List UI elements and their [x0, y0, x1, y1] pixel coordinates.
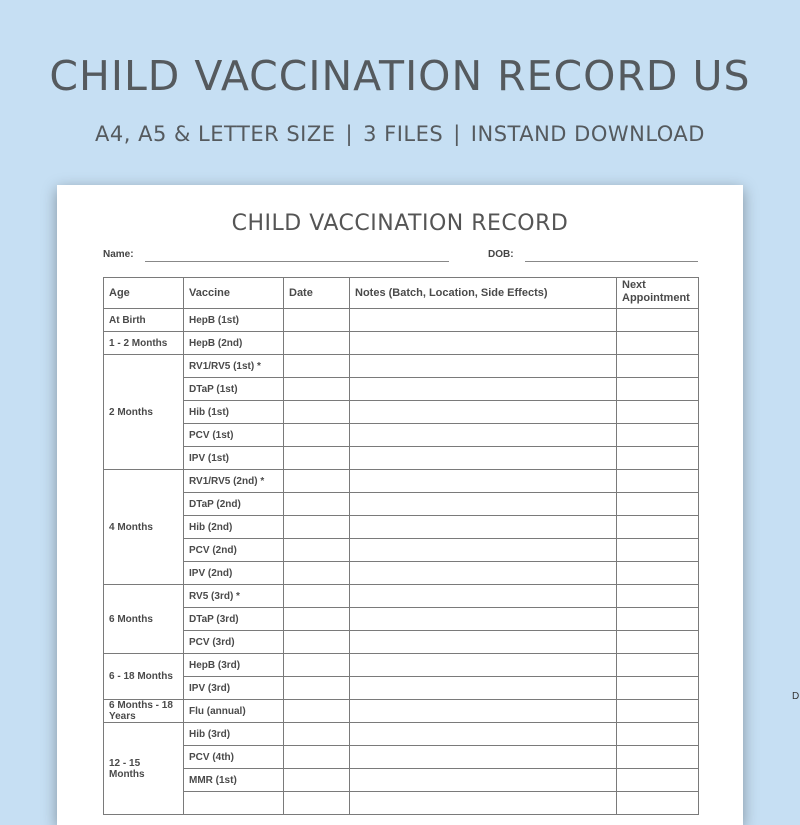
next-appointment-cell[interactable] — [617, 654, 699, 677]
vaccine-cell: PCV (1st) — [184, 424, 284, 447]
date-cell[interactable] — [284, 723, 350, 746]
age-cell: At Birth — [104, 309, 184, 332]
age-cell: 1 - 2 Months — [104, 332, 184, 355]
date-cell[interactable] — [284, 401, 350, 424]
table-row — [104, 562, 699, 585]
date-cell[interactable] — [284, 378, 350, 401]
date-cell[interactable] — [284, 309, 350, 332]
next-appointment-cell[interactable] — [617, 562, 699, 585]
date-cell[interactable] — [284, 631, 350, 654]
next-appointment-cell[interactable] — [617, 723, 699, 746]
notes-cell[interactable] — [350, 424, 617, 447]
next-appointment-cell[interactable] — [617, 677, 699, 700]
vaccine-cell: RV1/RV5 (1st) * — [184, 355, 284, 378]
date-cell[interactable] — [284, 332, 350, 355]
notes-cell[interactable] — [350, 792, 617, 815]
age-cell: 2 Months — [104, 355, 184, 470]
table-row — [104, 355, 699, 378]
notes-cell[interactable] — [350, 332, 617, 355]
age-cell: 12 - 15 Months — [104, 723, 184, 815]
dob-label: DOB: — [488, 249, 514, 260]
next-appointment-cell[interactable] — [617, 493, 699, 516]
vaccine-cell: IPV (2nd) — [184, 562, 284, 585]
vaccine-cell: HepB (2nd) — [184, 332, 284, 355]
name-label: Name: — [103, 249, 134, 260]
sheet-title: CHILD VACCINATION RECORD — [231, 211, 569, 236]
vaccine-cell: Hib (3rd) — [184, 723, 284, 746]
table-row — [104, 470, 699, 493]
notes-cell[interactable] — [350, 447, 617, 470]
table-row — [104, 447, 699, 470]
banner-subtitle — [0, 122, 800, 146]
date-cell[interactable] — [284, 355, 350, 378]
vaccine-cell: Flu (annual) — [184, 700, 284, 723]
notes-cell[interactable] — [350, 654, 617, 677]
vaccine-cell: HepB (3rd) — [184, 654, 284, 677]
age-cell: 6 - 18 Months — [104, 654, 184, 700]
next-appointment-cell[interactable] — [617, 332, 699, 355]
table-row — [104, 378, 699, 401]
vaccine-cell: MMR (1st) — [184, 769, 284, 792]
notes-cell[interactable] — [350, 608, 617, 631]
next-appointment-cell[interactable] — [617, 631, 699, 654]
notes-cell[interactable] — [350, 470, 617, 493]
next-appointment-cell[interactable] — [617, 769, 699, 792]
notes-cell[interactable] — [350, 677, 617, 700]
vaccine-cell: PCV (4th) — [184, 746, 284, 769]
notes-cell[interactable] — [350, 631, 617, 654]
next-appointment-cell[interactable] — [617, 401, 699, 424]
table-row — [104, 332, 699, 355]
stray-text: D — [792, 691, 800, 702]
age-cell: 6 Months — [104, 585, 184, 654]
vaccine-cell: PCV (2nd) — [184, 539, 284, 562]
table-body — [104, 309, 699, 815]
date-cell[interactable] — [284, 493, 350, 516]
table-row — [104, 654, 699, 677]
next-appointment-cell[interactable] — [617, 378, 699, 401]
date-cell[interactable] — [284, 792, 350, 815]
table-row — [104, 700, 699, 723]
vaccine-cell: DTaP (2nd) — [184, 493, 284, 516]
header-next-appointment: Next Appointment — [617, 278, 699, 309]
date-cell[interactable] — [284, 447, 350, 470]
table-header-row — [104, 278, 699, 309]
subtitle-separator: | — [345, 122, 354, 146]
subtitle-files: 3 FILES — [363, 122, 444, 146]
vaccine-cell: IPV (1st) — [184, 447, 284, 470]
date-cell[interactable] — [284, 677, 350, 700]
date-cell[interactable] — [284, 562, 350, 585]
vaccine-cell: HepB (1st) — [184, 309, 284, 332]
next-appointment-cell[interactable] — [617, 355, 699, 378]
notes-cell[interactable] — [350, 700, 617, 723]
date-cell[interactable] — [284, 769, 350, 792]
notes-cell[interactable] — [350, 562, 617, 585]
age-cell: 6 Months - 18 Years — [104, 700, 184, 723]
table-row — [104, 723, 699, 746]
next-appointment-cell[interactable] — [617, 746, 699, 769]
header-date: Date — [284, 278, 350, 309]
age-cell: 4 Months — [104, 470, 184, 585]
notes-cell[interactable] — [350, 401, 617, 424]
subtitle-separator: | — [453, 122, 461, 146]
banner-title: CHILD VACCINATION RECORD US — [49, 52, 751, 100]
header-vaccine: Vaccine — [184, 278, 284, 309]
vaccine-cell: Hib (2nd) — [184, 516, 284, 539]
table-row — [104, 516, 699, 539]
notes-cell[interactable] — [350, 723, 617, 746]
table-row — [104, 631, 699, 654]
vaccine-cell: PCV (3rd) — [184, 631, 284, 654]
table-row — [104, 608, 699, 631]
notes-cell[interactable] — [350, 516, 617, 539]
table-row — [104, 493, 699, 516]
subtitle-download: INSTAND DOWNLOAD — [470, 122, 705, 146]
vaccination-table — [103, 277, 699, 815]
table-row — [104, 792, 699, 815]
vaccine-cell: DTaP (3rd) — [184, 608, 284, 631]
date-cell[interactable] — [284, 746, 350, 769]
next-appointment-cell[interactable] — [617, 447, 699, 470]
vaccine-cell: RV1/RV5 (2nd) * — [184, 470, 284, 493]
date-cell[interactable] — [284, 700, 350, 723]
next-appointment-cell[interactable] — [617, 700, 699, 723]
table-row — [104, 746, 699, 769]
date-cell[interactable] — [284, 470, 350, 493]
notes-cell[interactable] — [350, 355, 617, 378]
table-row — [104, 585, 699, 608]
table-row — [104, 769, 699, 792]
vaccine-cell: IPV (3rd) — [184, 677, 284, 700]
vaccine-cell: RV5 (3rd) * — [184, 585, 284, 608]
vaccine-cell: DTaP (1st) — [184, 378, 284, 401]
notes-cell[interactable] — [350, 378, 617, 401]
notes-cell[interactable] — [350, 769, 617, 792]
notes-cell[interactable] — [350, 309, 617, 332]
notes-cell[interactable] — [350, 746, 617, 769]
date-cell[interactable] — [284, 539, 350, 562]
next-appointment-cell[interactable] — [617, 539, 699, 562]
header-age: Age — [104, 278, 184, 309]
next-appointment-cell[interactable] — [617, 516, 699, 539]
next-appointment-cell[interactable] — [617, 424, 699, 447]
next-appointment-cell[interactable] — [617, 608, 699, 631]
header-notes: Notes (Batch, Location, Side Effects) — [350, 278, 617, 309]
table-row — [104, 539, 699, 562]
table-row — [104, 309, 699, 332]
next-appointment-cell[interactable] — [617, 792, 699, 815]
date-cell[interactable] — [284, 654, 350, 677]
notes-cell[interactable] — [350, 585, 617, 608]
record-sheet — [57, 185, 743, 825]
date-cell[interactable] — [284, 608, 350, 631]
notes-cell[interactable] — [350, 493, 617, 516]
date-cell[interactable] — [284, 516, 350, 539]
date-cell[interactable] — [284, 585, 350, 608]
notes-cell[interactable] — [350, 539, 617, 562]
table-row — [104, 677, 699, 700]
table-row — [104, 401, 699, 424]
next-appointment-cell[interactable] — [617, 309, 699, 332]
vaccine-cell: Hib (1st) — [184, 401, 284, 424]
table-row — [104, 424, 699, 447]
date-cell[interactable] — [284, 424, 350, 447]
next-appointment-cell[interactable] — [617, 585, 699, 608]
vaccine-cell — [184, 792, 284, 815]
name-field[interactable] — [145, 261, 449, 262]
dob-field[interactable] — [525, 261, 698, 262]
subtitle-sizes: A4, A5 & LETTER SIZE — [95, 122, 336, 146]
next-appointment-cell[interactable] — [617, 470, 699, 493]
